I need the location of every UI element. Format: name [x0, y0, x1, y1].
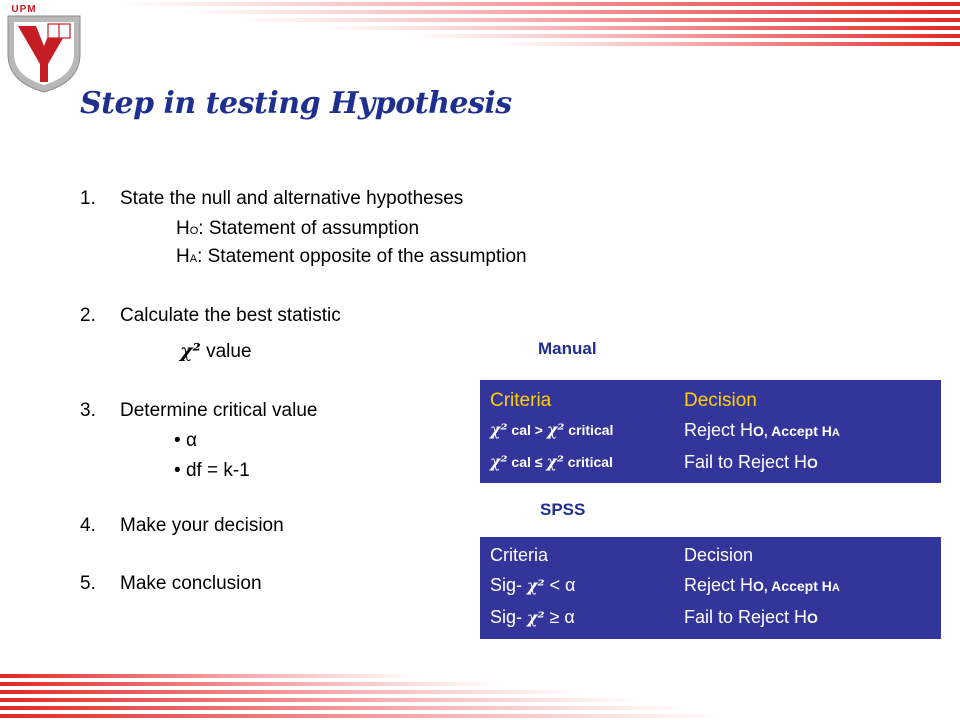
spss-label: SPSS [540, 500, 586, 519]
bottom-decorative-stripes [0, 672, 720, 720]
ha-text: : Statement opposite of the assumption [197, 246, 527, 267]
decision-header: Decision [684, 545, 754, 565]
manual-decision-fail: Fail to Reject HO [684, 452, 818, 472]
step-number: 1. [80, 188, 96, 209]
spss-decision-table [480, 537, 941, 639]
top-decorative-stripes [120, 0, 960, 50]
spss-decision-reject: Reject HO, Accept HA [684, 575, 840, 595]
step-text: Make conclusion [120, 573, 262, 594]
shield-emblem-icon [4, 2, 84, 94]
h0-subscript: O [189, 225, 199, 237]
criteria-header: Criteria [490, 390, 552, 411]
decision-header: Decision [684, 390, 757, 411]
manual-decision-reject: Reject HO, Accept HA [684, 420, 840, 440]
step-text: State the null and alternative hypotheses [120, 188, 464, 209]
step-number: 2. [80, 305, 96, 326]
value-text: value [200, 341, 252, 362]
chi-square-value-line [180, 340, 252, 363]
ha-subscript: A [189, 253, 198, 265]
bullet-text: df = k-1 [185, 460, 250, 481]
logo-text: UPM [11, 4, 37, 15]
criteria-header: Criteria [490, 545, 549, 565]
manual-decision-table [480, 380, 941, 483]
bullet-text: α [185, 430, 197, 451]
manual-criteria-reject: χ² cal > χ² critical [490, 420, 614, 439]
spss-criteria-reject: Sig- χ² < α [490, 575, 576, 595]
h0-text: : Statement of assumption [198, 218, 420, 239]
step-text: Calculate the best statistic [120, 305, 341, 326]
h0-letter: H [176, 218, 190, 239]
ha-letter: H [176, 246, 190, 267]
upm-logo [4, 2, 84, 94]
step-text: Determine critical value [120, 400, 318, 421]
step-number: 3. [80, 400, 96, 421]
slide-title: Step in testing Hypothesis [80, 86, 512, 121]
spss-criteria-fail: Sig- χ² ≥ α [490, 607, 575, 627]
manual-label: Manual [538, 339, 597, 358]
manual-criteria-fail: χ² cal ≤ χ² critical [490, 452, 613, 471]
step-text: Make your decision [120, 515, 284, 536]
step-number: 4. [80, 515, 96, 536]
spss-decision-fail: Fail to Reject HO [684, 607, 818, 627]
chi-square-symbol: χ² [180, 340, 201, 362]
step-number: 5. [80, 573, 96, 594]
